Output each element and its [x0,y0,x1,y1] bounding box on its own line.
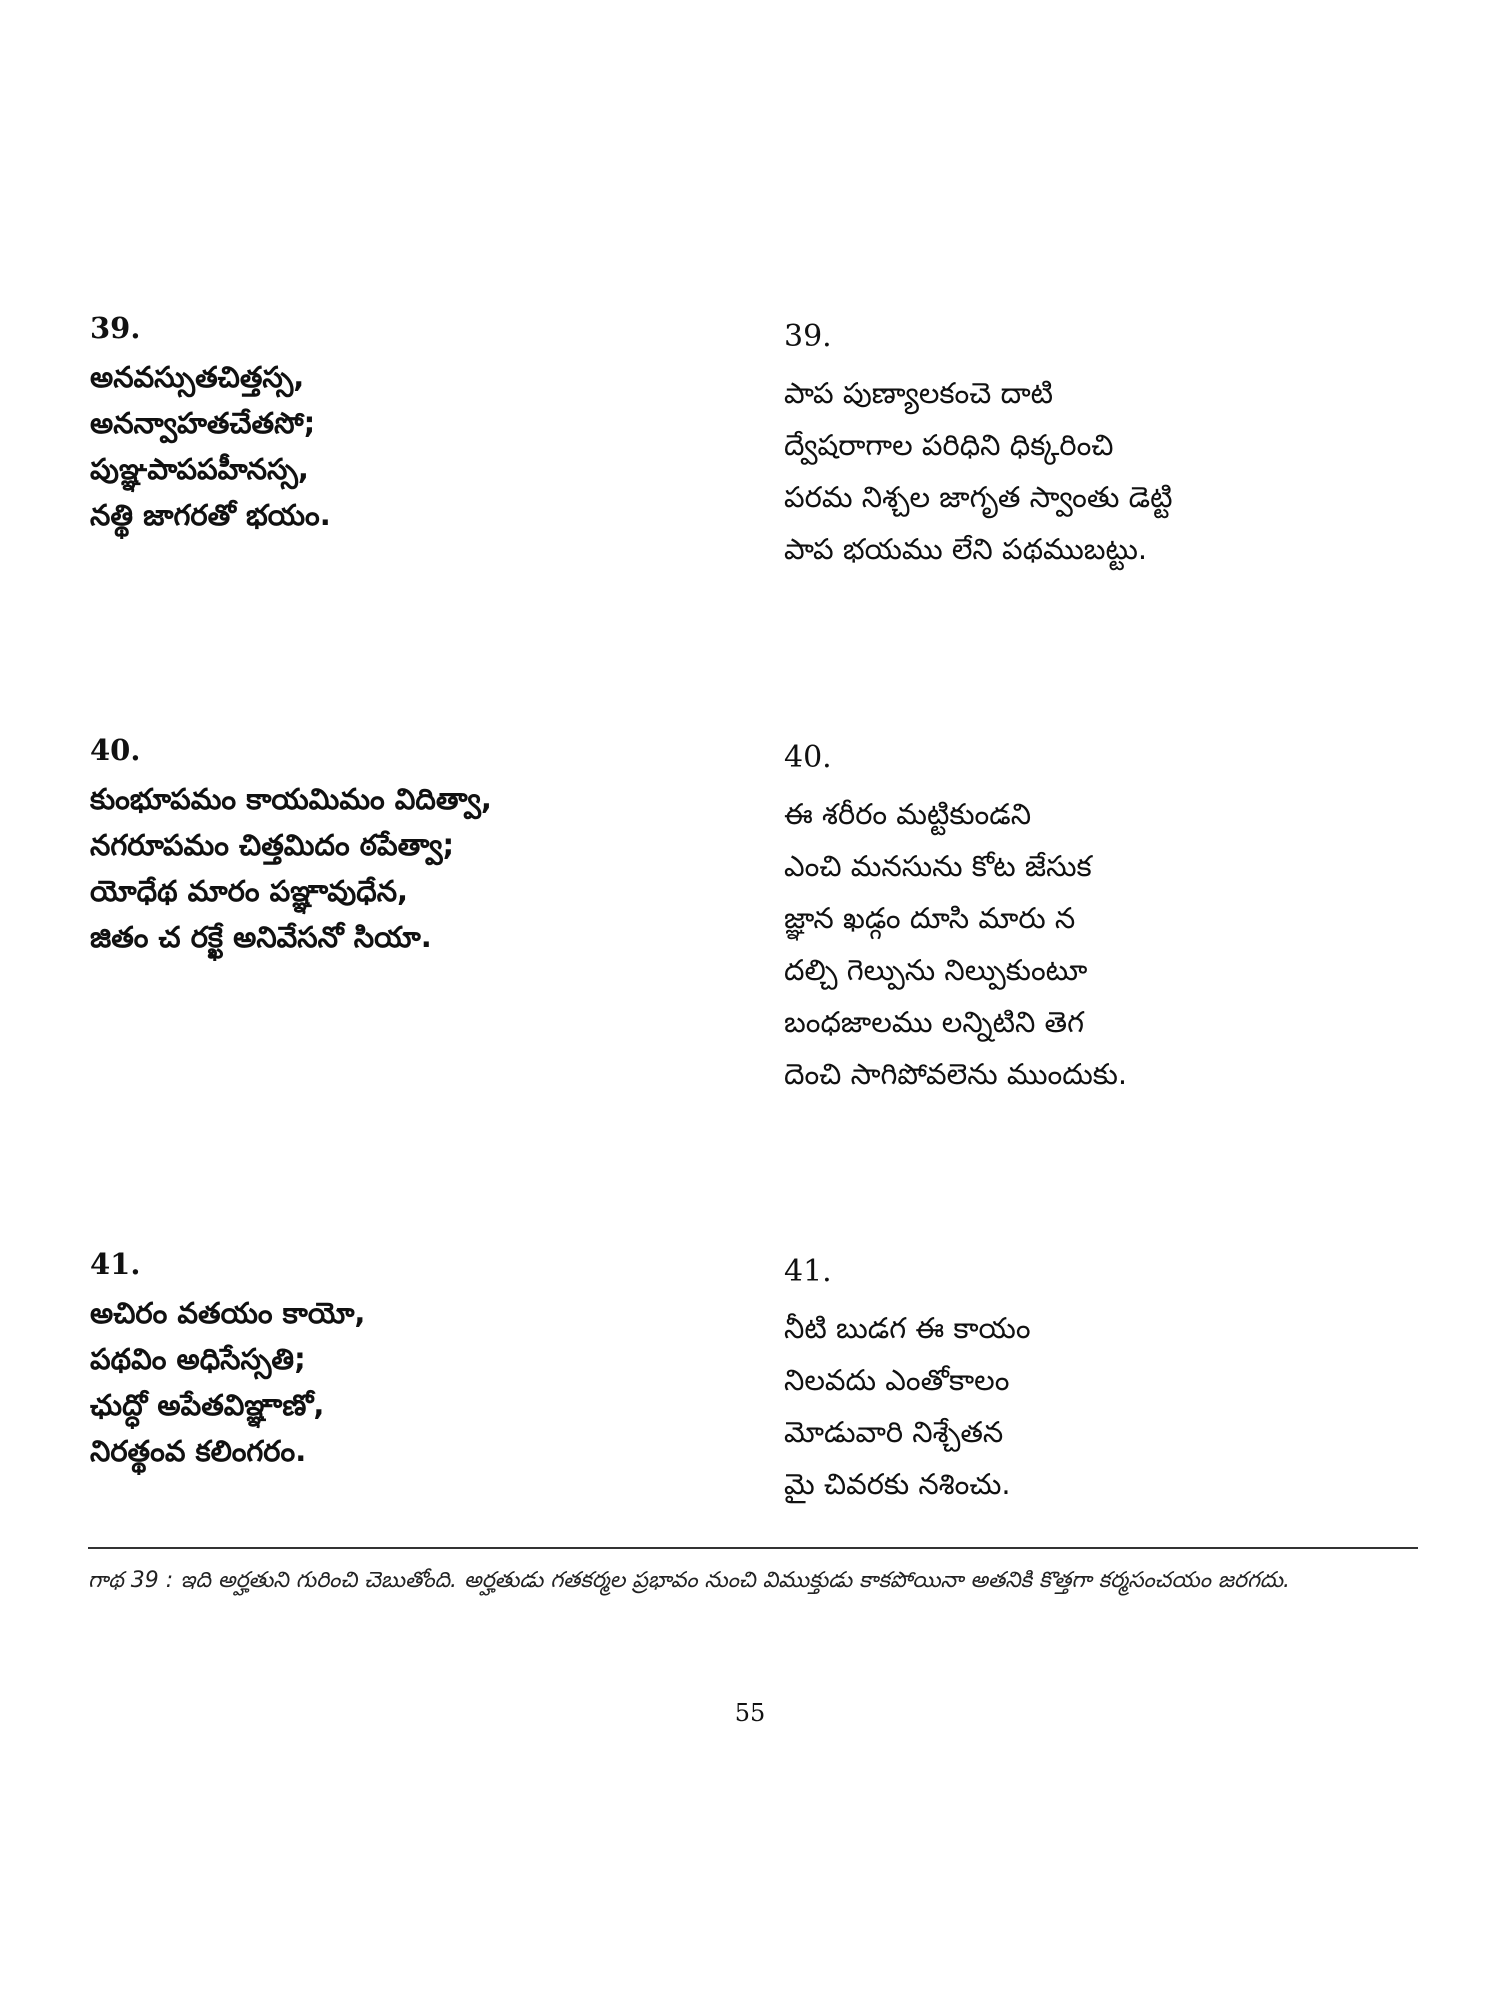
stanza-line: అనవస్సుతచిత్తస్స, [90,360,305,394]
pali-stanza [90,776,492,960]
stanza-line: నిలవదు ఎంతోకాలం [784,1363,1010,1397]
stanza-line: ఛుద్ధో అపేతవిఞ్ఞాణో, [90,1388,325,1422]
stanza-line: పథవిం అధిసేస్సతి; [90,1342,306,1376]
stanza-line: అచిరం వతయం కాయో, [90,1296,366,1330]
stanza-line: దెంచి సాగిపోవలెను ముందుకు. [784,1057,1128,1091]
verse-39-pali [90,308,331,538]
stanza-line: నీటి బుడగ ఈ కాయం [784,1311,1031,1345]
stanza-line: జితం చ రక్ఖే అనివేసనో సియా. [90,920,432,954]
verse-number: 39. [784,319,832,354]
stanza-line: ద్వేషరాగాల పరిధిని ధిక్కరించి [784,428,1114,462]
stanza-line: నత్థి జాగరతో భయం. [90,498,331,532]
verse-41-pali [90,1244,365,1474]
stanza-line: మై చివరకు నశించు. [784,1467,1011,1501]
stanza-line: పరమ నిశ్చల జాగృత స్వాంతు డెట్టి [784,480,1173,514]
verse-40-telugu [784,738,1127,1100]
stanza-line: నగరూపమం చిత్తమిదం ఠపేత్వా; [90,828,455,862]
stanza-line: దల్చి గెల్పును నిల్పుకుంటూ [784,953,1088,987]
telugu-stanza [784,367,1173,575]
stanza-line: నిరత్థంవ కలింగరం. [90,1434,307,1468]
verse-39-telugu [784,317,1173,575]
stanza-line: జ్ఞాన ఖడ్గం దూసి మారు న [784,901,1076,935]
stanza-line: కుంభూపమం కాయమిమం విదిత్వా, [90,782,492,816]
stanza-line: ఎంచి మనసును కోట జేసుక [784,849,1092,883]
telugu-stanza [784,1302,1031,1510]
verse-number: 39. [90,311,141,345]
verse-number: 40. [90,733,141,767]
verse-number: 41. [90,1247,141,1281]
verse-41-telugu [784,1252,1031,1510]
pali-stanza [90,354,331,538]
verse-number: 41. [784,1254,832,1289]
stanza-line: పాప పుణ్యాలకంచె దాటి [784,376,1054,410]
footnote-divider [88,1547,1418,1549]
stanza-line: పాప భయము లేని పథముబట్టు. [784,532,1148,566]
pali-stanza [90,1290,365,1474]
stanza-line: అనన్వాహతచేతసో; [90,406,316,440]
telugu-stanza [784,788,1127,1100]
stanza-line: ఈ శరీరం మట్టికుండని [784,797,1032,831]
verse-40-pali [90,730,492,960]
stanza-line: పుఞ్ఞపాపపహీనస్స, [90,452,309,486]
stanza-line: బంధజాలము లన్నిటిని తెగ [784,1005,1084,1039]
page-number: 55 [734,1699,766,1727]
stanza-line: మోడువారి నిశ్చేతన [784,1415,1004,1449]
verse-number: 40. [784,740,832,775]
stanza-line: యోధేథ మారం పఞ్ఞావుధేన, [90,874,409,908]
footnote: గాథ 39 : ఇది అర్హతుని గురించి చెబుతోంది. అర్హతుడు గతకర్మల ప్రభావం నుంచి విముక్తుడు కాకపోయినా అతనికి కొత్తగా కర్మసంచయం జరగదు. [88,1568,1290,1593]
